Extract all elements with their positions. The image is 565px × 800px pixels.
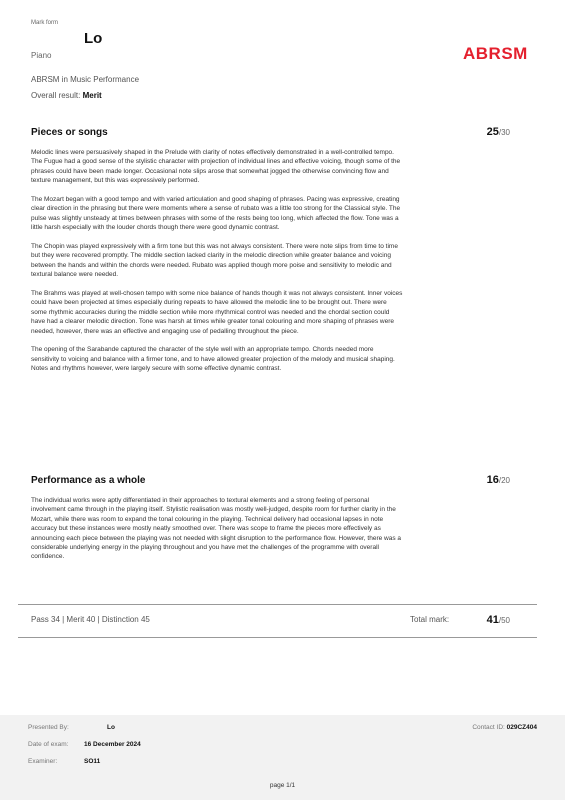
contact-id bbox=[472, 724, 537, 731]
examiner-value: SO11 bbox=[84, 758, 101, 765]
comment-paragraph: The Mozart began with a good tempo and with varied articulation and good shaping of phrases. Pacing was expressive, creating clear direction in the phrasing but there were moments where a sense of rubato was a little too strong for the Classical style. The pulse was slightly unsteady at times between phrases with some of the rests being too long, which affected the flow. Tone was a little harsh especially with the louder chords though there were good dynamic contrast. bbox=[31, 196, 401, 232]
section-comments-pieces bbox=[31, 148, 403, 383]
total-mark-label: Total mark: bbox=[410, 615, 450, 624]
comment-paragraph: Melodic lines were persuasively shaped in the Prelude with clarity of notes effectively demonstrated in a well-controlled tempo. The Fugue had a good sense of the stylistic character with projection of individual lines and effective voicing, though some of the phrases could have been made longer. Occasional note slips arose that somewhat jogged the otherwise convincing flow and texture management, but this was expressively performed. bbox=[31, 149, 401, 185]
summary-top-divider bbox=[18, 604, 537, 605]
total-mark-value: 41 bbox=[486, 614, 499, 626]
grade-thresholds: Pass 34 | Merit 40 | Distinction 45 bbox=[31, 615, 150, 624]
presented-by-value: Lo bbox=[107, 724, 115, 731]
overall-result-value: Merit bbox=[82, 91, 102, 100]
section-comments-performance bbox=[31, 496, 403, 571]
mark-form-label: Mark form bbox=[31, 20, 58, 26]
comment-paragraph: The Brahms was played at well-chosen tempo with some nice balance of hands though it was not always consistent. Inner voices could have been projected at times especially during repeats to have allowed the melodic line to be brought out. There were some rhythmic accuracies during the middle section while more rhythmical control was needed and the chordal section could have had a clearer melodic direction. Tone was harsh at times while greater tonal colouring and more shaping of phrases were needed, however, there was an effective and engaging use of pedalling throughout the piece. bbox=[31, 290, 403, 335]
presented-by-label: Presented By: bbox=[28, 724, 69, 731]
comment-paragraph: The individual works were aptly differentiated in their approaches to textural elements and a strong feeling of personal involvement came through in the playing itself. Stylistic realisation was mostly well-judged, despite room for further clarity in the Mozart, while there was room to expand the tonal colouring in the playing. Technical delivery had occasional lapses in note accuracy but these instances were mostly neatly smoothed over. There was scope to frame the pieces more effectively as announcing each piece between the playing was not needed with slight disruption to the performance flow. However, there was a considerable underlying energy in the playing throughout and you have met the challenges of the programme with overall confidence. bbox=[31, 497, 402, 561]
overall-result bbox=[31, 91, 102, 100]
section-mark: 16 bbox=[486, 474, 499, 486]
section-score-pieces bbox=[487, 126, 510, 138]
date-value: 16 December 2024 bbox=[84, 741, 141, 748]
candidate-name: Lo bbox=[84, 30, 103, 47]
section-mark: 25 bbox=[486, 126, 499, 138]
contact-id-label: Contact ID: bbox=[472, 724, 505, 731]
instrument: Piano bbox=[31, 51, 52, 60]
date-label: Date of exam: bbox=[28, 741, 69, 748]
section-out-of: /20 bbox=[498, 476, 510, 485]
total-mark-out-of: /50 bbox=[498, 616, 510, 625]
section-title-performance: Performance as a whole bbox=[31, 475, 146, 486]
comment-paragraph: The opening of the Sarabande captured the character of the style well with an appropriate tempo. Chords needed more sensitivity to voicing and balance with a firmer tone, and to have allowed greater projection of the melody and musical shaping. Notes and rhythms however, were largely secure with some effective dynamic contrast. bbox=[31, 346, 395, 373]
examiner-label: Examiner: bbox=[28, 758, 58, 765]
section-title-pieces: Pieces or songs bbox=[31, 127, 108, 138]
abrsm-logo: ABRSM bbox=[463, 44, 528, 63]
overall-result-label: Overall result: bbox=[31, 91, 81, 100]
comment-paragraph: The Chopin was played expressively with a firm tone but this was not always consistent. There were note slips from time to time but they were recovered promptly. The middle section lacked clarity in the melodic direction while greater balance and voicing between the hands and within the chords were needed. Rubato was applied though more poise and sensitivity to melodic and textural balance were needed. bbox=[31, 243, 398, 279]
total-mark bbox=[487, 614, 510, 626]
page-number: page 1/1 bbox=[269, 782, 296, 789]
contact-id-value: 029CZ404 bbox=[506, 724, 537, 731]
summary-bottom-divider bbox=[18, 637, 537, 638]
section-score-performance bbox=[487, 474, 510, 486]
qualification: ABRSM in Music Performance bbox=[31, 75, 140, 84]
section-out-of: /30 bbox=[498, 128, 510, 137]
